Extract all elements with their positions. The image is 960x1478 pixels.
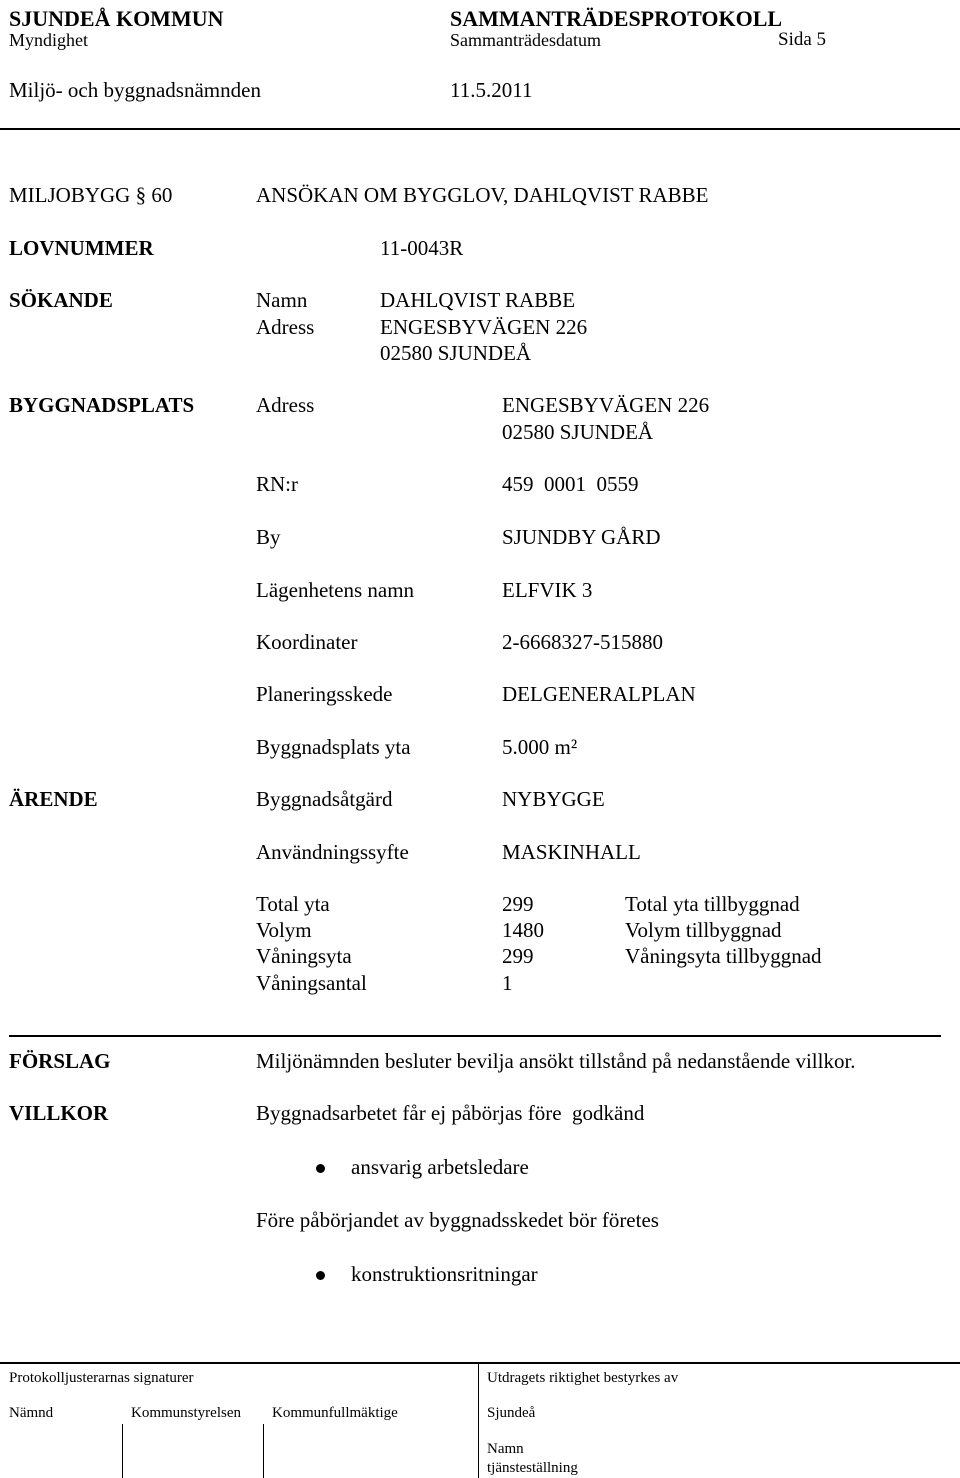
signatures-label: Protokolljusterarnas signaturer [9,1370,194,1386]
proposal-section: FÖRSLAG [9,1049,111,1073]
proposal-text: Miljönämnden besluter bevilja ansökt tillstånd på nedanstående villkor. [256,1049,856,1073]
decision-divider [9,1035,941,1037]
site-row-label: By [256,525,281,549]
metric-label: Våningsantal [256,971,367,995]
metric-value: 299 [502,892,534,916]
metric-extension-label: Total yta tillbyggnad [625,892,800,916]
applicant-address-line2: 02580 SJUNDEÅ [380,341,532,365]
board-name: Miljö- och byggnadsnämnden [9,78,261,102]
attest-label: Utdragets riktighet bestyrkes av [487,1370,679,1386]
signature-column-divider [122,1424,123,1478]
authority-label: Myndighet [9,30,88,50]
site-row-label: Byggnadsplats yta [256,735,411,759]
site-row-value: 5.000 m² [502,735,578,759]
permit-number: 11-0043R [380,236,464,260]
attest-position-label: tjänsteställning [487,1460,578,1476]
meeting-date: 11.5.2011 [450,78,533,102]
site-row-value: ELFVIK 3 [502,578,593,602]
case-number: MILJOBYGG § 60 [9,183,173,207]
signature-column-divider [263,1424,264,1478]
condition-bullet-2: konstruktionsritningar [351,1262,538,1286]
metric-label: Volym [256,918,312,942]
metric-extension-label: Volym tillbyggnad [625,918,782,942]
conditions-section: VILLKOR [9,1101,109,1125]
applicant-name-label: Namn [256,288,308,312]
meeting-date-label: Sammanträdesdatum [450,30,601,50]
footer-top-border [0,1362,960,1364]
site-address-line2: 02580 SJUNDEÅ [502,420,654,444]
site-address-label: Adress [256,393,315,417]
errand-row-value: NYBYGGE [502,787,605,811]
signature-column-executive: Kommunstyrelsen [131,1405,241,1421]
errand-row-value: MASKINHALL [502,840,641,864]
permit-number-label: LOVNUMMER [9,236,154,260]
site-row-value: 2-6668327-515880 [502,630,663,654]
header-divider [0,128,960,130]
footer-divider [478,1363,479,1478]
metric-label: Total yta [256,892,330,916]
applicant-address-label: Adress [256,315,315,339]
site-row-label: Koordinater [256,630,358,654]
metric-label: Våningsyta [256,944,352,968]
errand-row-label: Användningssyfte [256,840,409,864]
signature-column-council: Kommunfullmäktige [272,1405,398,1421]
site-section: BYGGNADSPLATS [9,393,195,417]
bullet-icon [316,1271,325,1280]
signature-column-board: Nämnd [9,1405,54,1421]
site-row-label: RN:r [256,472,298,496]
conditions-line-1: Byggnadsarbetet får ej påbörjas före godkänd [256,1101,645,1125]
site-row-label: Lägenhetens namn [256,578,415,602]
metric-value: 299 [502,944,534,968]
applicant-name: DAHLQVIST RABBE [380,288,576,312]
site-address-line1: ENGESBYVÄGEN 226 [502,393,710,417]
site-row-value: SJUNDBY GÅRD [502,525,661,549]
applicant-address-line1: ENGESBYVÄGEN 226 [380,315,588,339]
page-number: Sida 5 [778,29,827,50]
condition-bullet-1: ansvarig arbetsledare [351,1155,529,1179]
applicant-section: SÖKANDE [9,288,113,312]
case-title: ANSÖKAN OM BYGGLOV, DAHLQVIST RABBE [256,183,709,207]
site-row-value: DELGENERALPLAN [502,682,696,706]
document-type: SAMMANTRÄDESPROTOKOLL [450,6,783,31]
metric-value: 1480 [502,918,544,942]
errand-section: ÄRENDE [9,787,98,811]
metric-extension-label: Våningsyta tillbyggnad [625,944,822,968]
errand-row-label: Byggnadsåtgärd [256,787,393,811]
bullet-icon [316,1164,325,1173]
attest-name-label: Namn [487,1441,524,1457]
site-row-value: 459 0001 0559 [502,472,639,496]
conditions-line-2: Före påbörjandet av byggnadsskedet bör företes [256,1208,659,1232]
municipality-name: SJUNDEÅ KOMMUN [9,6,224,31]
site-row-label: Planeringsskede [256,682,393,706]
attest-place: Sjundeå [487,1405,536,1421]
metric-value: 1 [502,971,513,995]
